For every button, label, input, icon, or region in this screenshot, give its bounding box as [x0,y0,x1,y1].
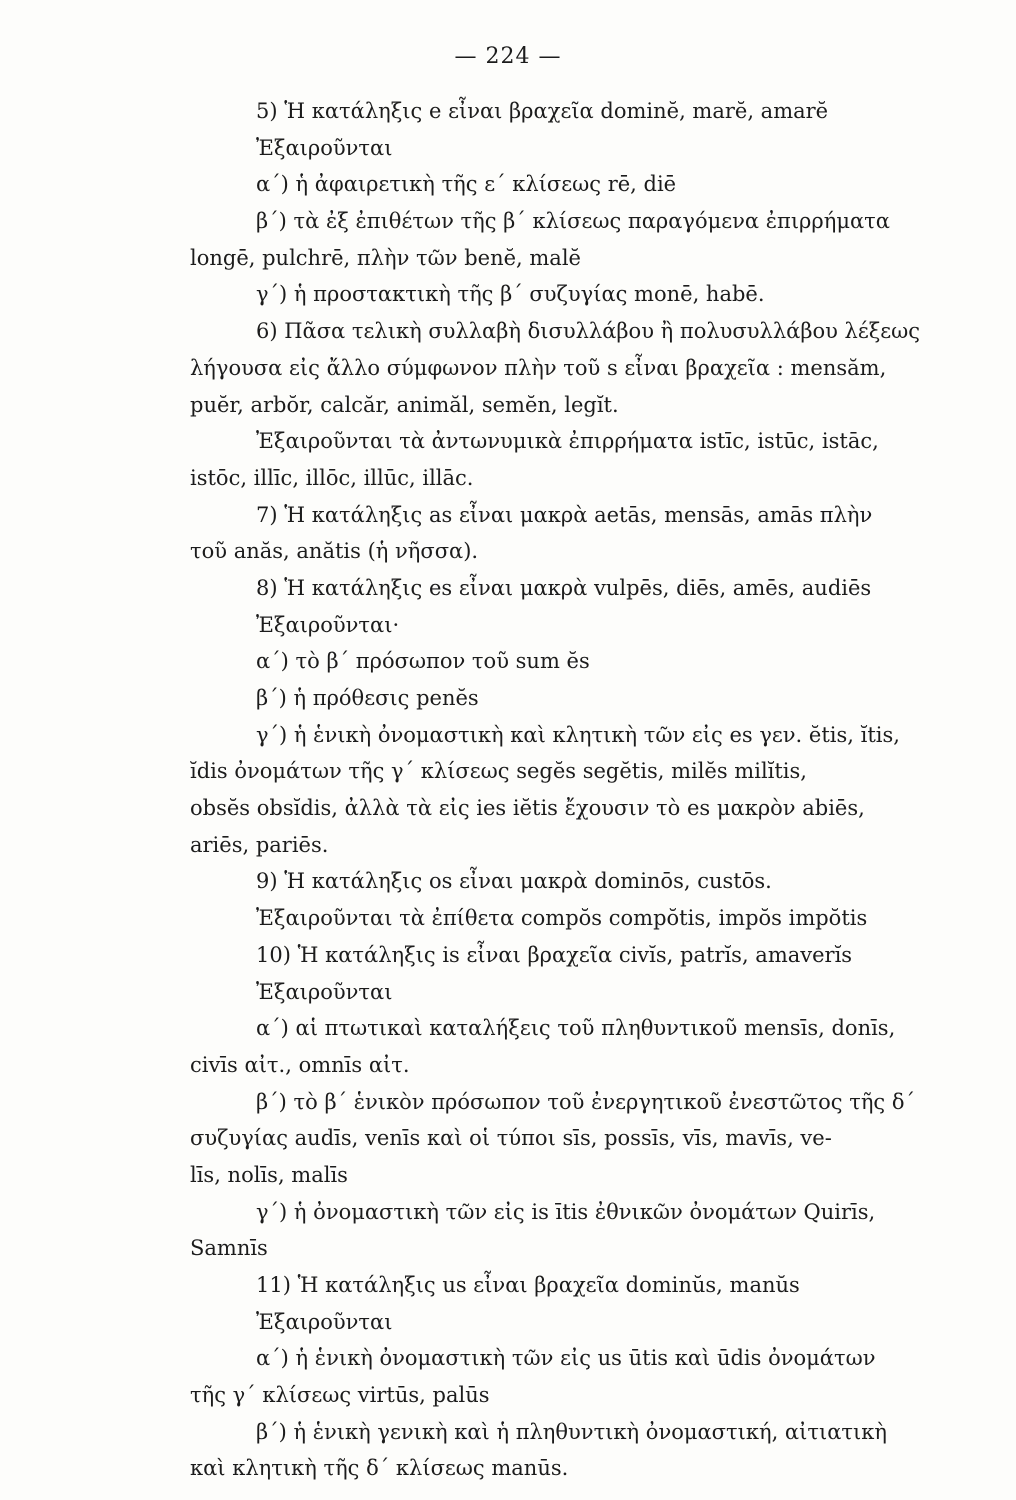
text-line: 7) Ἡ κατάληξις as εἶναι μακρὰ aetās, mensās, amās πλὴν [256,502,873,527]
text-line: α΄) τὸ β΄ πρόσωπον τοῦ sum ĕs [256,649,590,674]
text-line: συζυγίας audīs, venīs καὶ οἱ τύποι sīs, possīs, vīs, mavīs, ve- [190,1126,832,1151]
text-line: α΄) ἡ ἑνικὴ ὀνομαστικὴ τῶν εἰς us ūtis καὶ ūdis ὀνομάτων [256,1346,876,1371]
text-line: 8) Ἡ κατάληξις es εἶναι μακρὰ vulpēs, diēs, amēs, audiēs [256,575,872,600]
text-line: Samnīs [190,1236,268,1261]
page-number: — 224 — [454,44,562,69]
text-line: līs, nolīs, malīs [190,1162,348,1187]
text-line: γ΄) ἡ ἑνικὴ ὀνομαστικὴ καὶ κλητικὴ τῶν εἰς es γεν. ĕtis, ĭtis, [256,722,900,747]
text-line: puĕr, arbŏr, calcăr, animăl, semĕn, legĭt. [190,392,619,417]
text-line: Ἐξαιροῦνται τὰ ἐπίθετα compŏs compŏtis, impŏs impŏtis [256,906,868,931]
text-line: β΄) τὰ ἐξ ἐπιθέτων τῆς β΄ κλίσεως παραγόμενα ἐπιρρήματα [256,209,890,234]
text-line: longē, pulchrē, πλὴν τῶν benĕ, malĕ [190,245,581,270]
text-line: λήγουσα εἰς ἄλλο σύμφωνον πλὴν τοῦ s εἶναι βραχεῖα : mensăm, [190,355,887,380]
text-line: istōc, illīc, illōc, illūc, illāc. [190,465,474,490]
text-line: γ΄) ἡ ὀνομαστικὴ τῶν εἰς is ītis ἐθνικῶν ὀνομάτων Quirīs, [256,1199,876,1224]
text-line: Ἐξαιροῦνται [256,1309,393,1334]
text-line: β΄) ἡ πρόθεσις penĕs [256,686,479,710]
text-line: γ΄) ἡ προστακτικὴ τῆς β΄ συζυγίας monē, habē. [256,282,765,307]
text-line: ariēs, pariēs. [190,832,329,857]
text-line: 6) Πᾶσα τελικὴ συλλαβὴ δισυλλάβου ἢ πολυσυλλάβου λέξεως [256,319,921,344]
text-line: β΄) τὸ β΄ ἑνικὸν πρόσωπον τοῦ ἐνεργητικοῦ ἐνεστῶτος τῆς δ΄ [256,1089,915,1114]
text-line: β΄) ἡ ἑνικὴ γενικὴ καὶ ἡ πληθυντικὴ ὀνομαστική, αἰτιατικὴ [256,1419,887,1444]
text-line: τοῦ anăs, anătis (ἡ νῆσσα). [190,539,479,564]
text-line: α΄) αἱ πτωτικαὶ καταλήξεις τοῦ πληθυντικοῦ mensīs, donīs, [256,1016,896,1041]
text-line: ĭdis ὀνομάτων τῆς γ΄ κλίσεως segĕs segĕtis, milĕs milĭtis, [190,759,807,784]
text-line: τῆς γ΄ κλίσεως virtūs, palūs [190,1383,490,1408]
text-line: 5) Ἡ κατάληξις e εἶναι βραχεῖα dominĕ, marĕ, amarĕ [256,99,829,123]
text-line: καὶ κλητικὴ τῆς δ΄ κλίσεως manūs. [190,1456,569,1481]
text-line: Ἐξαιροῦνται· [256,612,400,637]
text-line: 11) Ἡ κατάληξις us εἶναι βραχεῖα dominŭs, manŭs [256,1273,800,1297]
text-line: 10) Ἡ κατάληξις is εἶναι βραχεῖα civĭs, patrĭs, amaverĭs [256,942,853,967]
text-line: α΄) ἡ ἀφαιρετικὴ τῆς ε΄ κλίσεως rē, diē [256,172,677,197]
text-line: Ἐξαιροῦνται [256,135,393,160]
text-line: 9) Ἡ κατάληξις os εἶναι μακρὰ dominōs, custōs. [256,869,772,894]
body-text [190,93,990,1487]
text-line: Ἐξαιροῦνται [256,979,393,1004]
text-line: civīs αἰτ., omnīs αἰτ. [190,1052,410,1077]
text-line: obsĕs obsĭdis, ἀλλὰ τὰ εἰς ies iĕtis ἔχουσιν τὸ es μακρὸν abiēs, [190,796,865,821]
text-line: Ἐξαιροῦνται τὰ ἀντωνυμικὰ ἐπιρρήματα istīc, istūc, istāc, [256,429,879,454]
